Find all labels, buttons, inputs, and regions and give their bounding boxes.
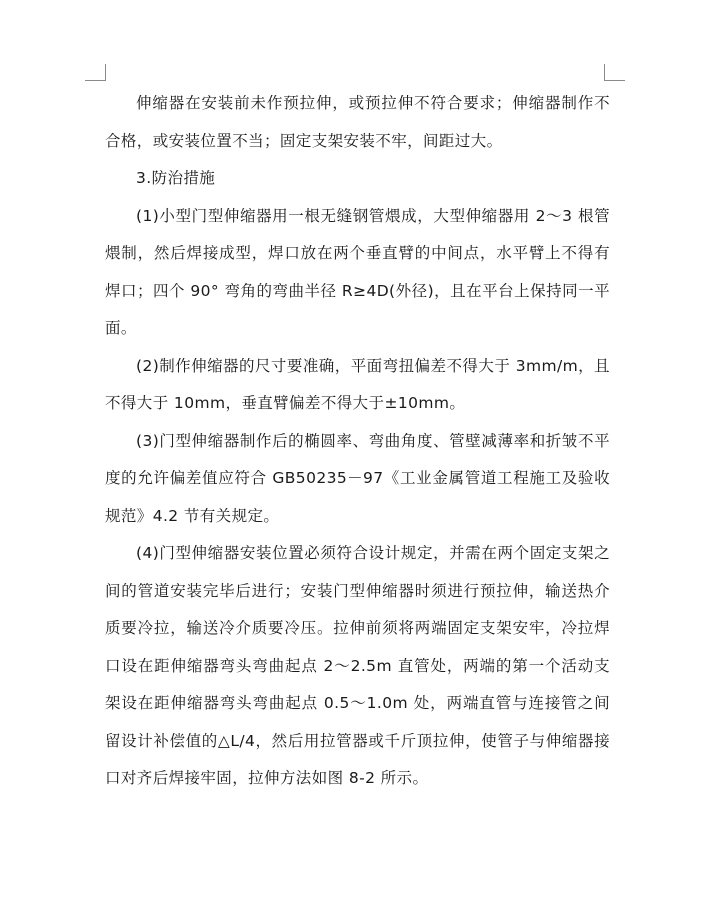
margin-corner-mark-top-right <box>604 64 625 81</box>
paragraph-measure-1: (1)小型门型伸缩器用一根无缝钢管煨成，大型伸缩器用 2～3 根管煨制，然后焊接成型，焊口放在两个垂直臂的中间点，水平臂上不得有焊口；四个 90° 弯角的弯曲半径 R≥4D(外径)，且在平台上保持同一平面。 <box>105 206 610 337</box>
section-heading-prevention: 3.防治措施 <box>136 169 216 187</box>
paragraph-measure-3: (3)门型伸缩器制作后的椭圆率、弯曲角度、管壁减薄率和折皱不平度的允许偏差值应符合 GB50235－97《工业金属管道工程施工及验收规范》4.2 节有关规定。 <box>105 431 610 525</box>
document-body <box>105 85 610 798</box>
paragraph-measure-2: (2)制作伸缩器的尺寸要准确，平面弯扭偏差不得大于 3mm/m，且不得大于 10mm，垂直臂偏差不得大于±10mm。 <box>105 356 610 412</box>
paragraph-measure-4: (4)门型伸缩器安装位置必须符合设计规定，并需在两个固定支架之间的管道安装完毕后进行；安装门型伸缩器时须进行预拉伸，输送热介质要冷拉，输送冷介质要冷压。拉伸前须将两端固定支架安牢，冷拉焊口设在距伸缩器弯头弯曲起点 2～2.5m 直管处，两端的第一个活动支架设在距伸缩器弯头弯曲起点 0.5～1.0m 处，两端直管与连接管之间留设计补偿值的△L/4，然后用拉管器或千斤顶拉伸，使管子与伸缩器接口对齐后焊接牢固，拉伸方法如图 8-2 所示。 <box>105 544 610 787</box>
margin-corner-mark-top-left <box>85 64 106 81</box>
paragraph-cause: 伸缩器在安装前未作预拉伸，或预拉伸不符合要求；伸缩器制作不合格，或安装位置不当；固定支架安装不牢，间距过大。 <box>105 94 610 150</box>
